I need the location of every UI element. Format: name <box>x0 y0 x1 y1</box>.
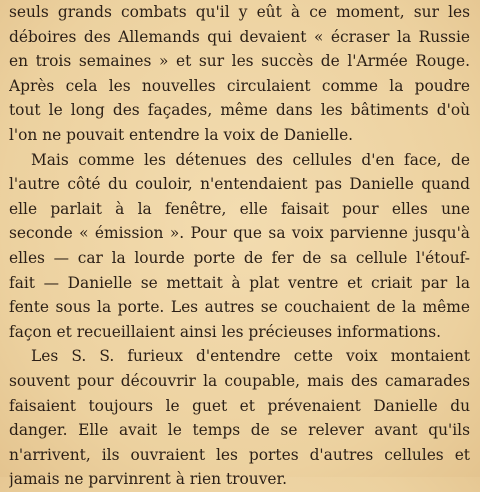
text-line: elles — car la lourde porte de fer de sa cellule l'étouf- <box>9 248 470 267</box>
paragraph <box>9 0 470 148</box>
text-line: n'arrivent, ils ouvraient les portes d'autres cellules et <box>9 445 470 464</box>
text-line: Mais comme les détenues des cellules d'en face, de <box>31 150 470 169</box>
paragraph <box>9 148 470 345</box>
text-line: seconde « émission ». Pour que sa voix parvienne jusqu'à <box>9 224 470 243</box>
text-line: Les S. S. furieux d'entendre cette voix montaient <box>31 347 470 366</box>
text-line: déboires des Allemands qui devaient « écraser la Russie <box>9 27 470 46</box>
text-line: fente sous la porte. Les autres se couchaient de la même <box>9 298 470 317</box>
text-line: façon et recueillaient ainsi les précieuses informations. <box>9 322 442 341</box>
text-line: l'on ne pouvait entendre la voix de Danielle. <box>9 125 354 144</box>
text-line: l'autre côté du couloir, n'entendaient pas Danielle quand <box>9 175 470 194</box>
text-line: danger. Elle avait le temps de se relever avant qu'ils <box>9 421 470 440</box>
text-line: Après cela les nouvelles circulaient comme la poudre <box>9 76 470 95</box>
text-line: jamais ne parvinrent à rien trouver. <box>9 470 288 489</box>
text-line: elle parlait à la fenêtre, elle faisait pour elles une <box>9 199 470 218</box>
text-line: tout le long des façades, même dans les bâtiments d'où <box>9 101 470 120</box>
text-line: faisaient toujours le guet et prévenaient Danielle du <box>9 396 470 415</box>
text-line: seuls grands combats qu'il y eût à ce moment, sur les <box>9 3 470 21</box>
paragraph <box>9 344 470 492</box>
body-text <box>9 0 470 492</box>
text-line: fait — Danielle se mettait à plat ventre et criait par la <box>9 273 470 292</box>
text-line: souvent pour découvrir la coupable, mais des camarades <box>9 371 470 390</box>
text-line: en trois semaines » et sur les succès de l'Armée Rouge. <box>9 52 470 71</box>
